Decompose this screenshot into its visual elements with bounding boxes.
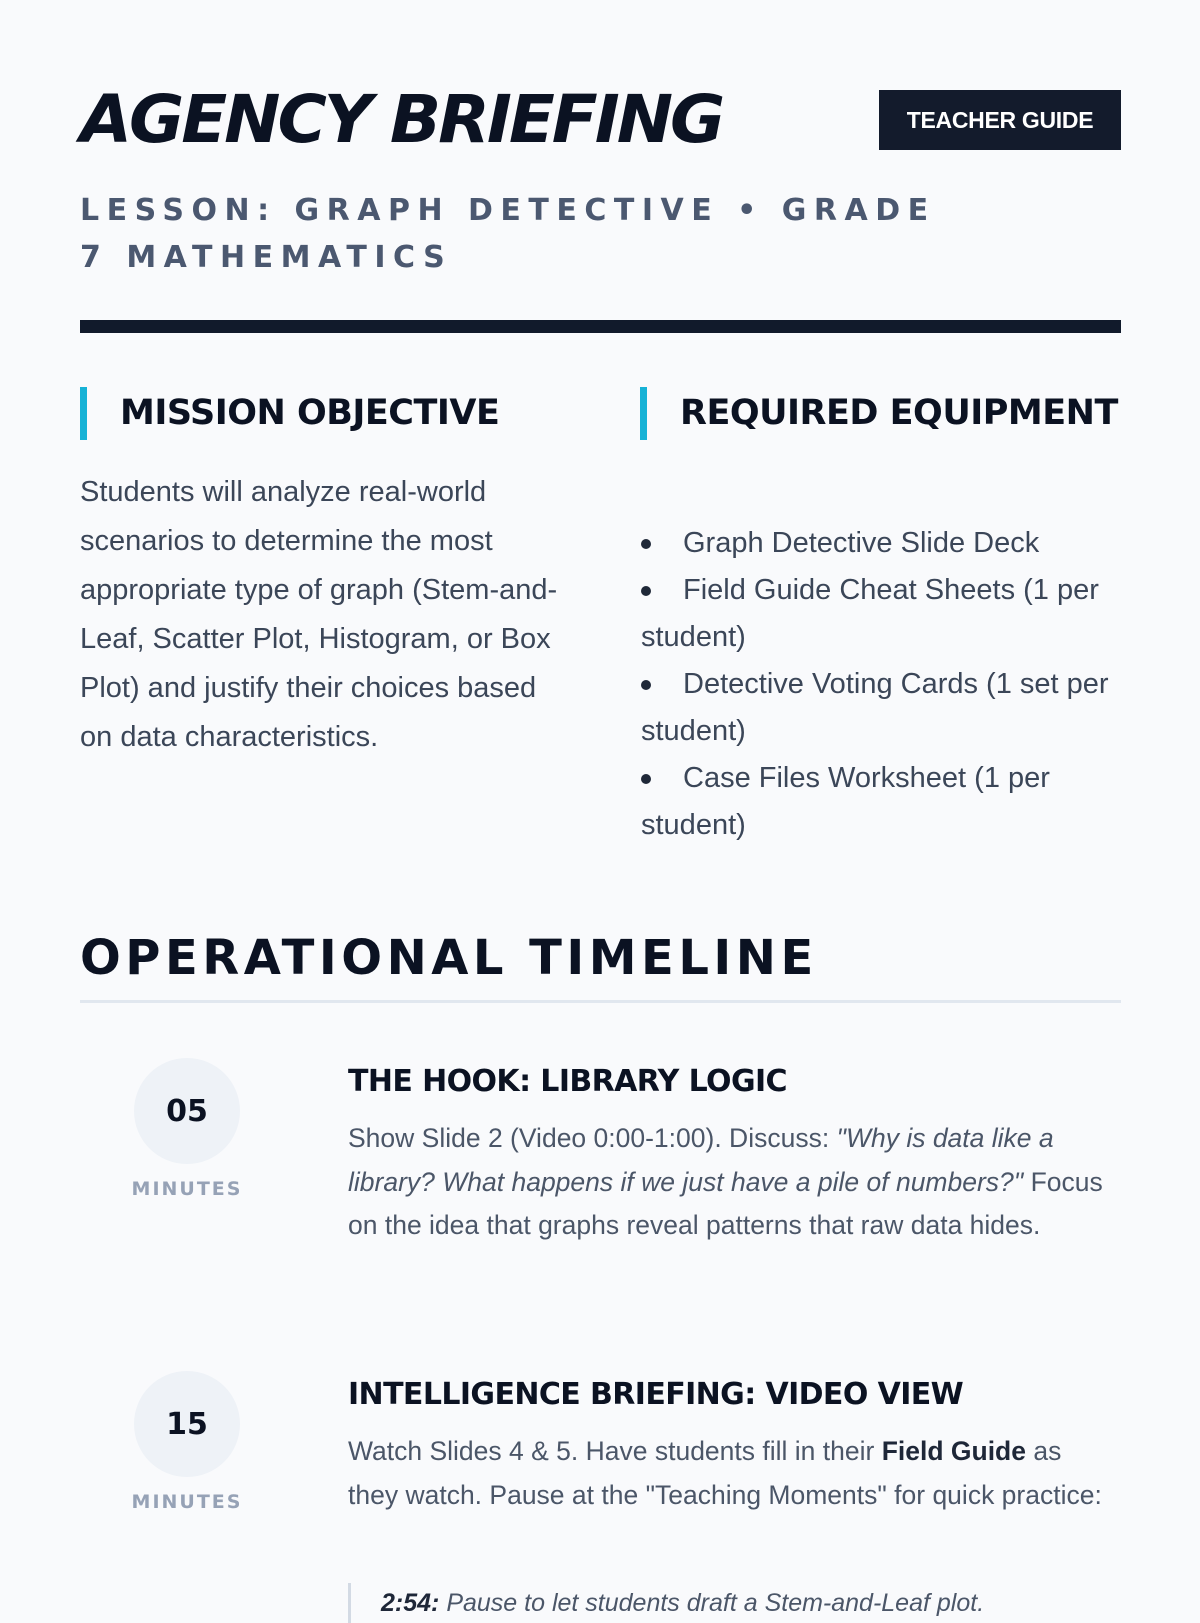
step-description	[348, 1430, 1118, 1517]
bullet-icon	[641, 586, 651, 596]
bullet-icon	[641, 774, 651, 784]
equipment-item	[641, 520, 1111, 567]
step-text-lead: Show Slide 2 (Video 0:00-1:00). Discuss:	[348, 1123, 837, 1153]
equipment-item	[641, 755, 1111, 849]
required-equipment-heading: REQUIRED EQUIPMENT	[640, 387, 1120, 440]
minutes-badge: 15	[134, 1371, 240, 1477]
teaching-moment-time: 2:54:	[381, 1589, 440, 1617]
teacher-guide-badge: TEACHER GUIDE	[879, 90, 1121, 150]
step-title: THE HOOK: LIBRARY LOGIC	[348, 1064, 787, 1099]
lesson-subtitle: LESSON: GRAPH DETECTIVE • GRADE 7 MATHEMATICS	[80, 193, 936, 275]
minutes-badge: 05	[134, 1058, 240, 1164]
step-text-tail: Focus on the idea that graphs reveal patterns that raw data hides.	[348, 1166, 1103, 1240]
equipment-item-label: Field Guide Cheat Sheets (1 per student)	[641, 574, 1099, 653]
operational-timeline-heading: OPERATIONAL TIMELINE	[80, 930, 818, 986]
page-title: AGENCY BRIEFING	[80, 81, 723, 158]
mission-objective-text: Students will analyze real-world scenarios to determine the most appropriate type of graph (Stem-and-Leaf, Scatter Plot, Histogram, or Box Plot) and justify their choices based on data characteristics.	[80, 476, 558, 753]
equipment-item-label: Graph Detective Slide Deck	[683, 527, 1040, 559]
step-discussion-quote: "Why is data like a library? What happens if we just have a pile of numbers?"	[348, 1123, 1054, 1197]
step-description	[348, 1117, 1118, 1248]
mission-objective-heading: MISSION OBJECTIVE	[80, 387, 600, 440]
equipment-item	[641, 567, 1111, 661]
equipment-item	[641, 661, 1111, 755]
step-title: INTELLIGENCE BRIEFING: VIDEO VIEW	[348, 1377, 964, 1412]
header-divider	[80, 320, 1121, 333]
equipment-list	[641, 520, 1111, 849]
equipment-item-label: Case Files Worksheet (1 per student)	[641, 762, 1050, 841]
minutes-label: MINUTES	[131, 1178, 243, 1200]
teaching-moment-text: Pause to let students draft a Stem-and-Leaf plot.	[439, 1589, 985, 1617]
teaching-moment-note	[348, 1583, 1081, 1623]
equipment-item-label: Detective Voting Cards (1 set per student)	[641, 668, 1109, 747]
minutes-label: MINUTES	[131, 1491, 243, 1513]
field-guide-emphasis: Field Guide	[881, 1436, 1026, 1466]
bullet-icon	[641, 539, 651, 549]
bullet-icon	[641, 680, 651, 690]
step-text-lead: Watch Slides 4 & 5. Have students fill in their	[348, 1436, 882, 1466]
timeline-divider	[80, 1000, 1121, 1003]
step-text-tail: as they watch. Pause at the "Teaching Moments" for quick practice:	[348, 1436, 1102, 1510]
